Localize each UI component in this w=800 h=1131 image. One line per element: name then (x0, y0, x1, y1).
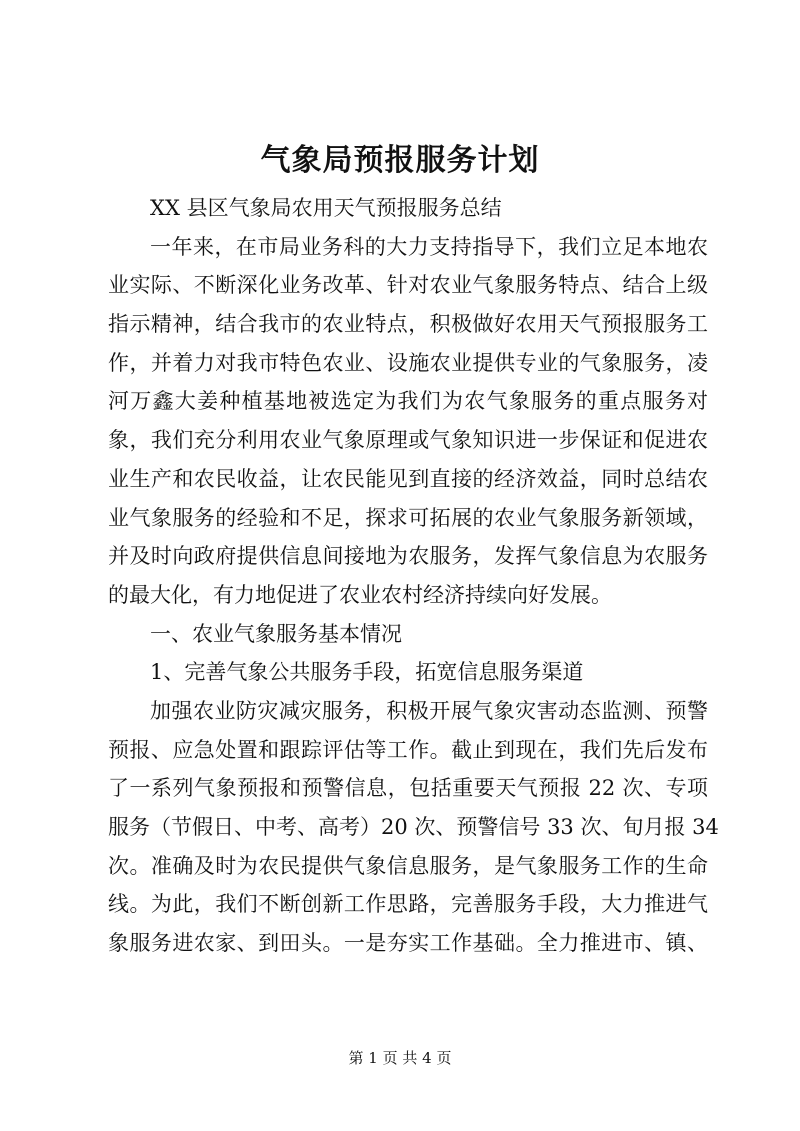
paragraph-line: 象服务进农家、到田头。一是夯实工作基础。全力推进市、镇、 (108, 931, 708, 956)
paragraph-line: 服务（节假日、中考、高考）20 次、预警信号 33 次、旬月报 34 (108, 815, 719, 839)
paragraph-line: 次。准确及时为农民提供气象信息服务，是气象服务工作的生命 (108, 853, 708, 878)
paragraph-line: 象，我们充分利用农业气象原理或气象知识进一步保证和促进农 (108, 428, 708, 453)
paragraph-line: 业生产和农民收益，让农民能见到直接的经济效益，同时总结农 (108, 466, 708, 491)
paragraph-line: 业实际、不断深化业务改革、针对农业气象服务特点、结合上级 (108, 273, 708, 298)
page-footer: 第 1 页 共 4 页 (348, 1049, 452, 1067)
subsection-heading: 1、完善气象公共服务手段，拓宽信息服务渠道 (150, 660, 584, 685)
paragraph-line: 业气象服务的经验和不足，探求可拓展的农业气象服务新领域， (108, 505, 708, 530)
section-heading: 一、农业气象服务基本情况 (150, 621, 402, 646)
subtitle-line: XX 县区气象局农用天气预报服务总结 (150, 196, 502, 220)
paragraph-line: 线。为此，我们不断创新工作思路，完善服务手段，大力推进气 (108, 892, 708, 917)
document-title: 气象局预报服务计划 (260, 143, 540, 178)
paragraph-line: 指示精神，结合我市的农业特点，积极做好农用天气预报服务工 (108, 312, 708, 337)
paragraph-line: 并及时向政府提供信息间接地为农服务，发挥气象信息为农服务 (108, 544, 708, 569)
paragraph-line: 加强农业防灾减灾服务，积极开展气象灾害动态监测、预警 (150, 698, 708, 723)
paragraph-line: 了一系列气象预报和预警信息，包括重要天气预报 22 次、专项 (108, 776, 708, 801)
document-body (108, 189, 719, 963)
paragraph-line: 河万鑫大姜种植基地被选定为我们为农气象服务的重点服务对 (108, 389, 708, 414)
paragraph-line: 作，并着力对我市特色农业、设施农业提供专业的气象服务，凌 (108, 350, 708, 375)
paragraph-line: 的最大化，有力地促进了农业农村经济持续向好发展。 (108, 582, 612, 607)
paragraph-line: 一年来，在市局业务科的大力支持指导下，我们立足本地农 (150, 234, 708, 259)
paragraph-line: 预报、应急处置和跟踪评估等工作。截止到现在，我们先后发布 (108, 737, 708, 762)
